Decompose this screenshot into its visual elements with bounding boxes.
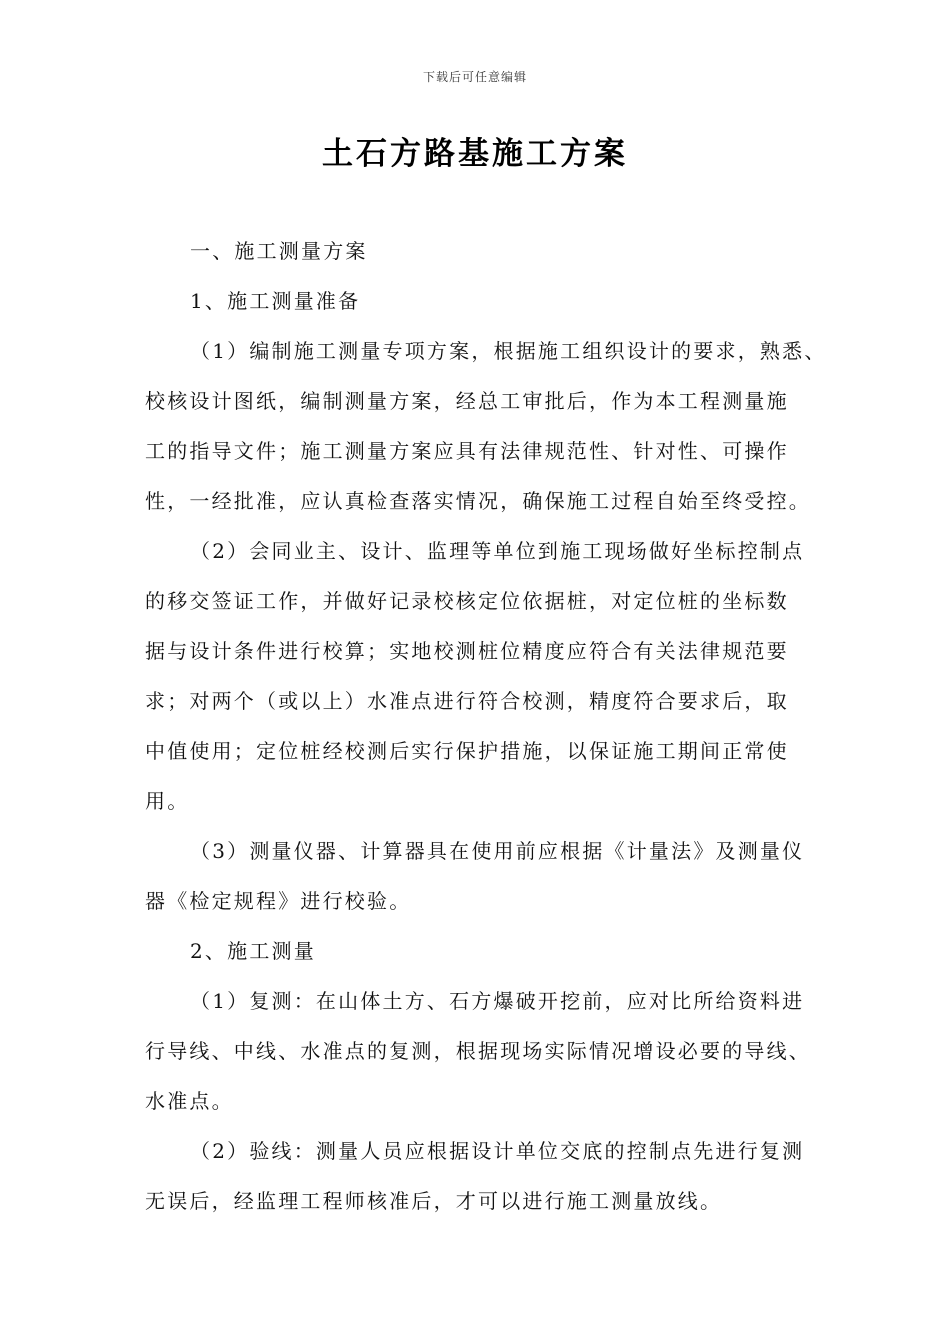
page-header-note: 下载后可任意编辑 bbox=[422, 70, 527, 84]
paragraph-line: 用。 bbox=[145, 789, 190, 813]
paragraph-line: 工的指导文件；施工测量方案应具有法律规范性、针对性、可操作 bbox=[145, 439, 789, 463]
paragraph-line: 校核设计图纸，编制测量方案，经总工审批后，作为本工程测量施 bbox=[145, 389, 789, 413]
paragraph-line: （3）测量仪器、计算器具在使用前应根据《计量法》及测量仪 bbox=[190, 839, 805, 863]
paragraph-line: 器《检定规程》进行校验。 bbox=[145, 889, 412, 913]
paragraph-line: （1）编制施工测量专项方案，根据施工组织设计的要求，熟悉、 bbox=[190, 339, 827, 363]
paragraph-line: 行导线、中线、水准点的复测，根据现场实际情况增设必要的导线、 bbox=[145, 1039, 811, 1063]
paragraph-line: 无误后，经监理工程师核准后，才可以进行施工测量放线。 bbox=[145, 1189, 723, 1213]
paragraph-line: 中值使用；定位桩经校测后实行保护措施，以保证施工期间正常使 bbox=[145, 739, 789, 763]
document-title: 土石方路基施工方案 bbox=[322, 136, 628, 172]
paragraph-line: 的移交签证工作，并做好记录校核定位依据桩，对定位桩的坐标数 bbox=[145, 589, 789, 613]
section-heading-1: 一、施工测量方案 bbox=[190, 239, 368, 263]
paragraph-line: 求；对两个（或以上）水准点进行符合校测，精度符合要求后，取 bbox=[145, 689, 789, 713]
paragraph-line: 水准点。 bbox=[145, 1089, 234, 1113]
paragraph-line: （2）验线：测量人员应根据设计单位交底的控制点先进行复测 bbox=[190, 1139, 805, 1163]
subsection-heading-1-2: 2、施工测量 bbox=[190, 939, 316, 963]
paragraph-line: 据与设计条件进行校算；实地校测桩位精度应符合有关法律规范要 bbox=[145, 639, 789, 663]
paragraph-line: （1）复测：在山体土方、石方爆破开挖前，应对比所给资料进 bbox=[190, 989, 805, 1013]
paragraph-line: 性，一经批准，应认真检查落实情况，确保施工过程自始至终受控。 bbox=[145, 489, 811, 513]
subsection-heading-1-1: 1、施工测量准备 bbox=[190, 289, 361, 313]
paragraph-line: （2）会同业主、设计、监理等单位到施工现场做好坐标控制点 bbox=[190, 539, 805, 563]
